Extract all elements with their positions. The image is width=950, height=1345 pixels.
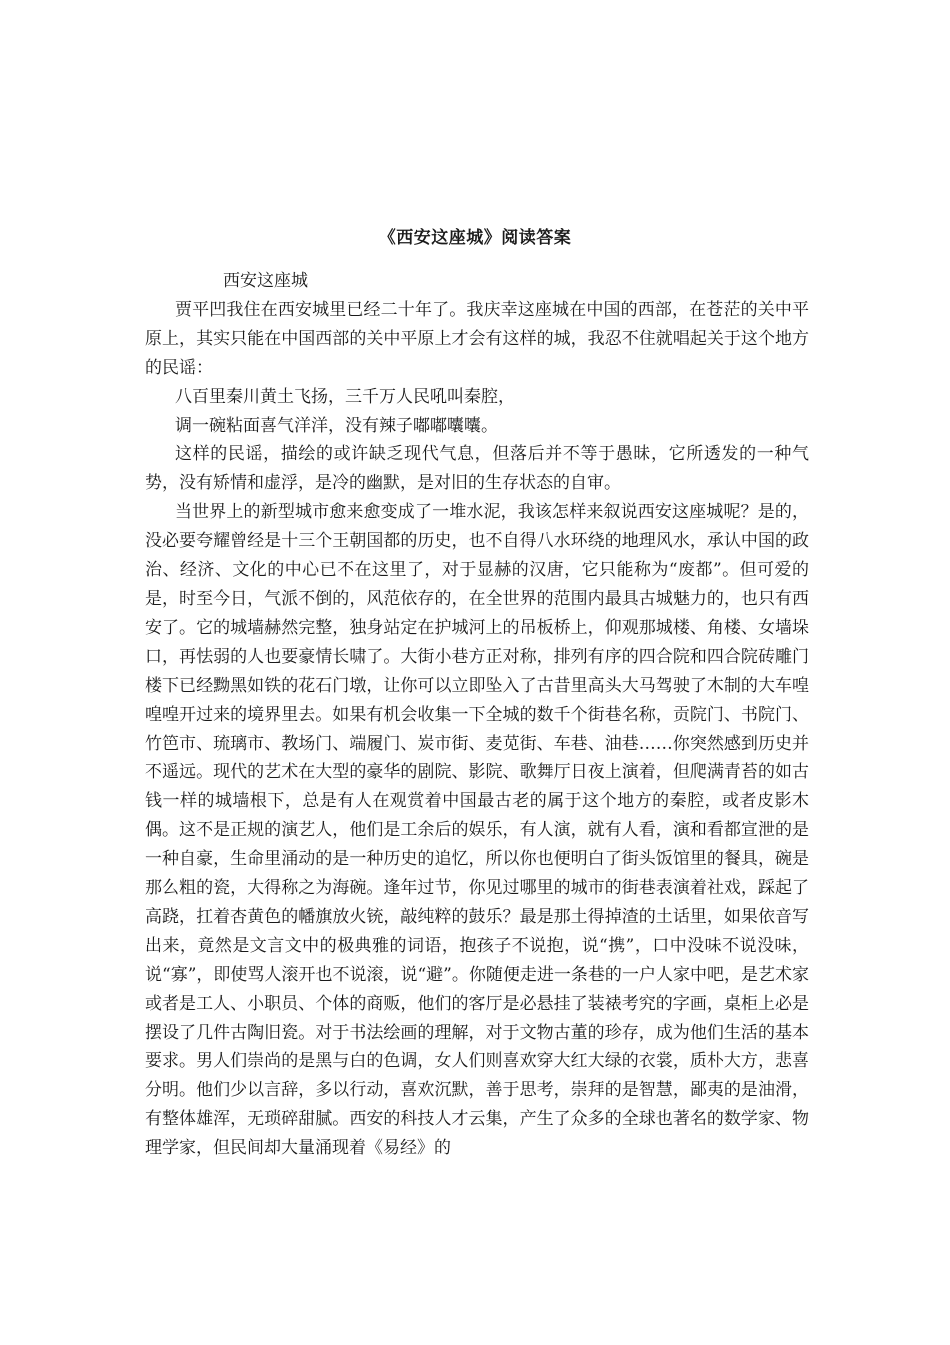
paragraph: 贾平凹我住在西安城里已经二十年了。我庆幸这座城在中国的西部，在苍茫的关中平原上，其实只能在中国西部的关中平原上才会有这样的城，我忍不住就唱起关于这个地方的民谣： [145, 299, 809, 378]
article-title: 西安这座城 [223, 271, 308, 291]
folk-song-line: 八百里秦川黄土飞扬，三千万人民吼叫秦腔， [175, 386, 515, 407]
paragraph: 当世界上的新型城市愈来愈变成了一堆水泥，我该怎样来叙说西安这座城呢？是的，没必要夸耀曾经是十三个王朝国都的历史，也不自得八水环绕的地理风水，承认中国的政治、经济、文化的中心已不在这里了，对于显赫的汉唐，它只能称为“废都”。但可爱的是，时至今日，气派不倒的，风范依存的，在全世界的范围内最具古城魅力的，也只有西安了。它的城墙赫然完整，独身站定在护城河上的吊板桥上，仰观那城楼、角楼、女墙垛口，再怯弱的人也要豪情长啸了。大街小巷方正对称，排列有序的四合院和四合院砖雕门楼下已经黝黑如铁的花石门墩，让你可以立即坠入了古昔里高头大马驾驶了木制的大车喤喤喤开过来的境界里去。如果有机会收集一下全城的数千个街巷名称，贡院门、书院门、竹笆市、琉璃市、教场门、端履门、炭市街、麦苋街、车巷、油巷……你突然感到历史并不遥远。现代的艺术在大型的豪华的剧院、影院、歌舞厅日夜上演着，但爬满青苔的如古钱一样的城墙根下，总是有人在观赏着中国最古老的属于这个地方的秦腔，或者皮影木偶。这不是正规的演艺人，他们是工余后的娱乐，有人演，就有人看，演和看都宣泄的是一种自豪，生命里涌动的是一种历史的追忆，所以你也便明白了街头饭馆里的餐具，碗是那么粗的瓷，大得称之为海碗。逢年过节，你见过哪里的城市的街巷表演着社戏，踩起了高跷，扛着杏黄色的幡旗放火铳，敲纯粹的鼓乐？最是那土得掉渣的土话里，如果依音写出来，竟然是文言文中的极典雅的词语，抱孩子不说抱，说“携”，口中没味不说没味，说“寡”，即使骂人滚开也不说滚，说“避”。你随便走进一条巷的一户人家中吧，是艺术家或者是工人、小职员、个体的商贩，他们的客厅是必悬挂了装裱考究的字画，桌柜上必是摆设了几件古陶旧瓷。对于书法绘画的理解，对于文物古董的珍存，成为他们生活的基本要求。男人们崇尚的是黑与白的色调，女人们则喜欢穿大红大绿的衣裳，质朴大方，悲喜分明。他们少以言辞，多以行动，喜欢沉默，善于思考，崇拜的是智慧，鄙夷的是油滑，有整体雄浑，无琐碎甜腻。西安的科技人才云集，产生了众多的全球也著名的数学家、物理学家，但民间却大量涌现着《易经》的 [145, 502, 809, 1159]
folk-song-line: 调一碗粘面喜气洋洋，没有辣子嘟嘟囔囔。 [175, 415, 498, 436]
document-title: 《西安这座城》阅读答案 [378, 228, 572, 248]
document-body [145, 267, 809, 1163]
paragraph: 这样的民谣，描绘的或许缺乏现代气息，但落后并不等于愚昧，它所透发的一种气势，没有矫情和虚浮，是冷的幽默，是对旧的生存状态的自审。 [145, 444, 809, 494]
